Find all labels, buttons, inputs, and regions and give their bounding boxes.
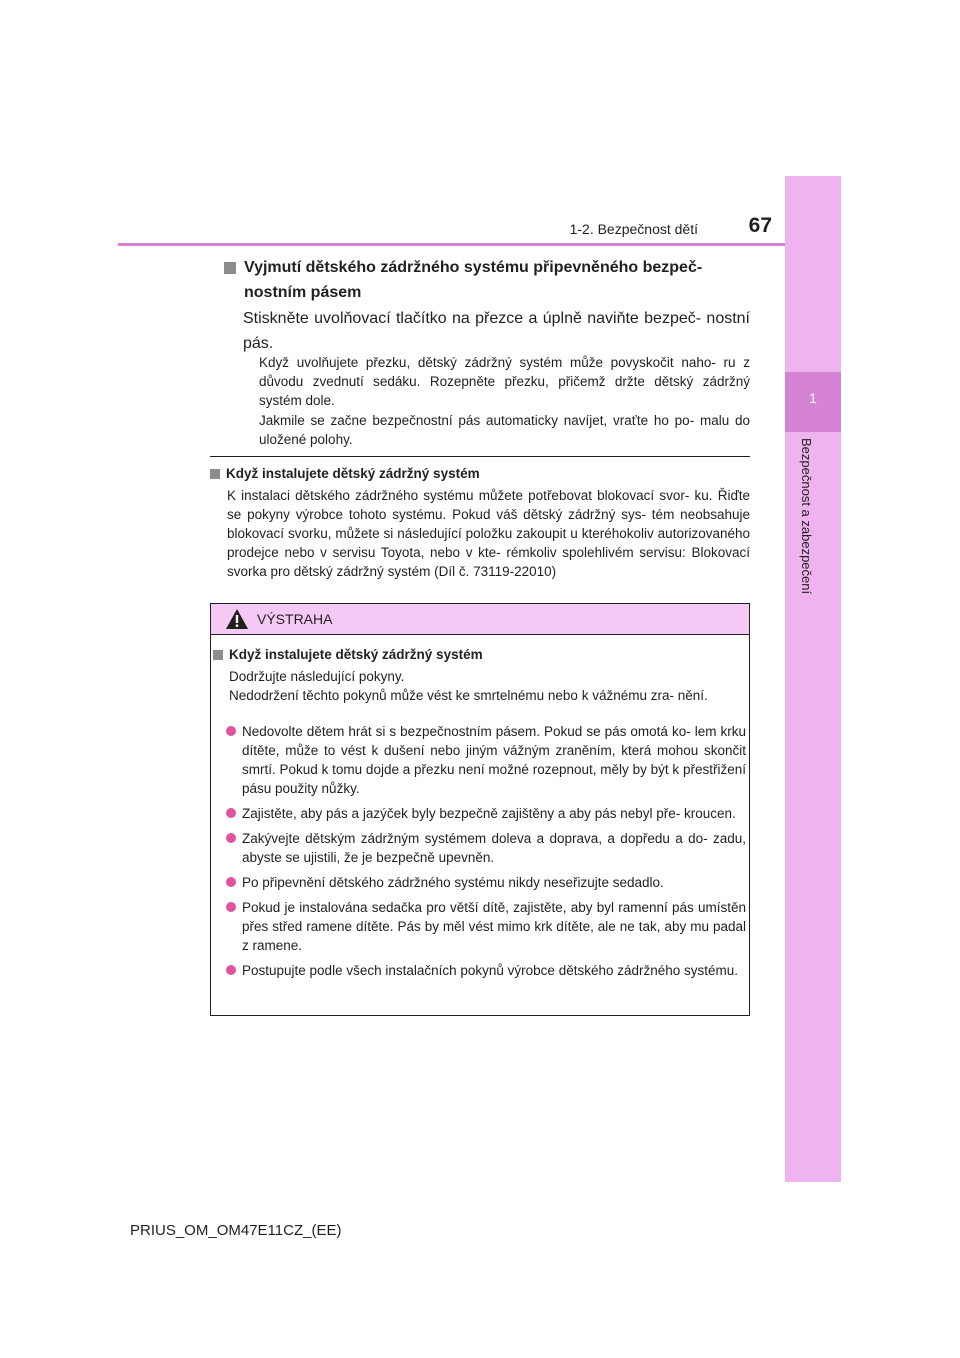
chapter-title: Bezpečnost a zabezpečení <box>799 438 814 595</box>
section-header: 1-2. Bezpečnost dětí <box>569 221 698 237</box>
bullet-dot-icon <box>226 902 236 912</box>
list-item <box>225 804 746 823</box>
section1-title-line2: nostním pásem <box>244 284 362 301</box>
chapter-number: 1 <box>809 390 817 406</box>
square-bullet-icon <box>213 650 223 660</box>
bullet-dot-icon <box>226 726 236 736</box>
bullet-text: Po připevnění dětského zádržného systému nikdy neseřizujte sedadlo. <box>242 875 664 890</box>
warning-intro <box>229 667 746 705</box>
list-item <box>225 722 746 798</box>
warning-label: VÝSTRAHA <box>257 611 333 627</box>
section1-title-line1: Vyjmutí dětského zádržného systému připevněného bezpeč- <box>244 259 703 276</box>
warning-bullet-list <box>225 722 746 986</box>
bullet-dot-icon <box>226 877 236 887</box>
section1-note-2: Jakmile se začne bezpečnostní pás automaticky navíjet, vraťte ho po- malu do uložené polohy. <box>259 413 750 447</box>
section2-title: Když instalujete dětský zádržný systém <box>226 466 480 481</box>
warning-intro-line1: Dodržujte následující pokyny. <box>229 669 405 684</box>
bullet-text: Zajistěte, aby pás a jazýček byly bezpečně zajištěny a aby pás nebyl pře- kroucen. <box>242 806 736 821</box>
warning-title <box>213 647 483 662</box>
header-divider <box>118 243 785 246</box>
warning-intro-line2: Nedodržení těchto pokynů může vést ke smrtelnému nebo k vážnému zra- nění. <box>229 688 708 703</box>
bullet-text: Nedovolte dětem hrát si s bezpečnostním pásem. Pokud se pás omotá ko- lem krku dítěte, může to vést k dušení nebo jiným vážným zraněním, která mohou skončit smrtí. Pokud k tomu dojde a přezku není možné rozepnout, měly by být k přestřižení pásu použity nůžky. <box>242 724 746 796</box>
square-bullet-icon <box>210 469 220 479</box>
document-code-footer: PRIUS_OM_OM47E11CZ_(EE) <box>130 1222 342 1239</box>
section2-body: K instalaci dětského zádržného systému můžete potřebovat blokovací svor- ku. Řiďte se pokyny výrobce tohoto systému. Pokud váš dětský zádržný sys- tém neobsahuje blokovací svorku, můžete si následující položku zakoupit u kteréhokoliv autorizovaného prodejce nebo v servisu Toyota, nebo v kte- rémkoliv spolehlivém servisu: Blokovací svorka pro dětský zádržný systém (Díl č. 73119-22010) <box>227 488 750 579</box>
warning-title-text: Když instalujete dětský zádržný systém <box>229 647 483 662</box>
list-item <box>225 898 746 955</box>
square-bullet-icon <box>224 262 236 274</box>
bullet-text: Postupujte podle všech instalačních pokynů výrobce dětského zádržného systému. <box>242 963 739 978</box>
list-item <box>225 961 746 980</box>
warning-triangle-icon <box>225 608 249 630</box>
section1-heading <box>224 255 749 305</box>
warning-header <box>211 604 749 635</box>
bullet-dot-icon <box>226 833 236 843</box>
list-item <box>225 829 746 867</box>
bullet-text: Pokud je instalována sedačka pro větší dítě, zajistěte, aby byl ramenní pás umístěn přes střed ramene dítěte. Pás by měl vést mimo krk dítěte, ale ne tak, aby mu padal z ramene. <box>242 900 746 953</box>
section1-step: Stiskněte uvolňovací tlačítko na přezce a úplně naviňte bezpeč- nostní pás. <box>243 310 750 352</box>
bullet-dot-icon <box>226 965 236 975</box>
section2-heading <box>210 466 480 481</box>
page-number: 67 <box>748 214 772 237</box>
bullet-text: Zakývejte dětským zádržným systémem doleva a doprava, a dopředu a do- zadu, abyste se ujistili, že je bezpečně upevněn. <box>242 831 746 865</box>
bullet-dot-icon <box>226 808 236 818</box>
list-item <box>225 873 746 892</box>
chapter-title-container <box>785 432 841 682</box>
section-divider <box>210 456 750 457</box>
section1-note-1: Když uvolňujete přezku, dětský zádržný systém může povyskočit naho- ru z důvodu zvednutí sedáku. Rozepněte přezku, přičemž držte dětský zádržný systém dole. <box>259 355 750 408</box>
